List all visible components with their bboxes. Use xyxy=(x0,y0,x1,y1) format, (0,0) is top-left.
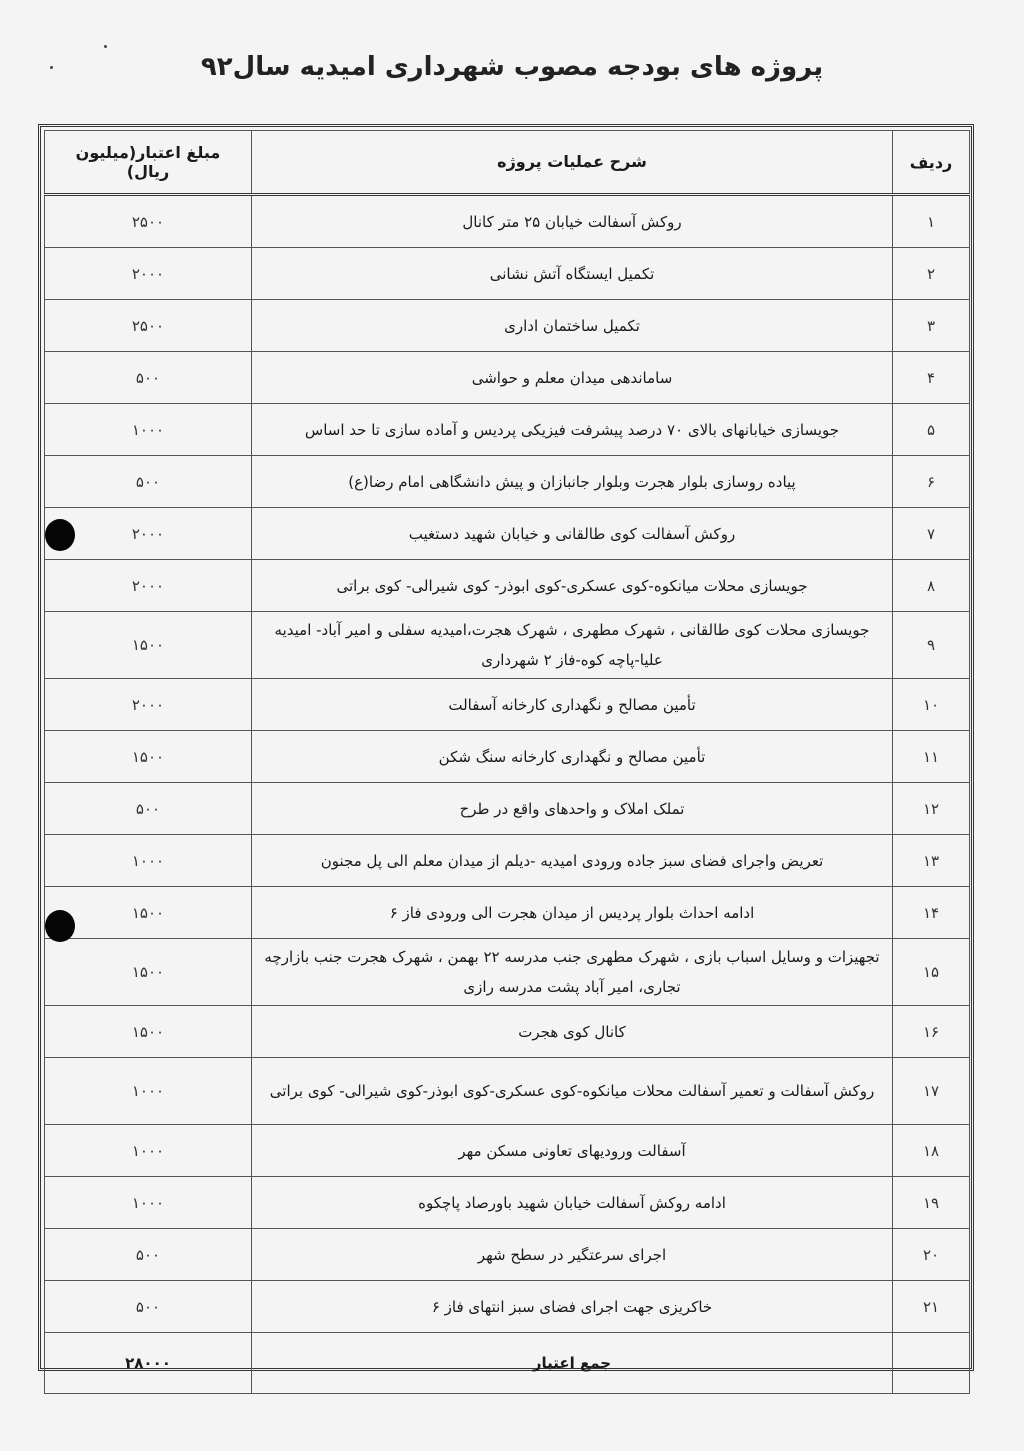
row-number: ۲۰ xyxy=(893,1229,970,1281)
total-row xyxy=(45,1333,970,1394)
row-description: ساماندهی میدان معلم و حواشی xyxy=(252,352,893,404)
row-amount: ۲۰۰۰ xyxy=(45,560,252,612)
row-description: روکش آسفالت خیابان ۲۵ متر کانال xyxy=(252,195,893,248)
table-row xyxy=(45,1281,970,1333)
table-row xyxy=(45,679,970,731)
row-amount: ۵۰۰ xyxy=(45,352,252,404)
total-amount: ۲۸۰۰۰ xyxy=(45,1333,252,1394)
row-number: ۱۰ xyxy=(893,679,970,731)
punch-hole-bottom xyxy=(45,910,75,942)
row-amount: ۲۵۰۰ xyxy=(45,300,252,352)
scan-speck xyxy=(104,45,107,48)
page-title: پروژه های بودجه مصوب شهرداری امیدیه سال۹۲ xyxy=(200,52,824,82)
row-amount: ۱۰۰۰ xyxy=(45,1125,252,1177)
row-amount: ۵۰۰ xyxy=(45,1229,252,1281)
row-amount: ۱۰۰۰ xyxy=(45,1058,252,1125)
row-description: جویسازی محلات میانکوه-کوی عسکری-کوی ابوذر- کوی شیرالی- کوی براتی xyxy=(252,560,893,612)
row-amount: ۱۵۰۰ xyxy=(45,1006,252,1058)
row-amount: ۱۵۰۰ xyxy=(45,731,252,783)
row-amount: ۵۰۰ xyxy=(45,456,252,508)
table-row xyxy=(45,1006,970,1058)
row-number: ۲ xyxy=(893,248,970,300)
row-description: تکمیل ساختمان اداری xyxy=(252,300,893,352)
row-description: روکش آسفالت و تعمیر آسفالت محلات میانکوه-کوی عسکری-کوی ابوذر-کوی شیرالی- کوی براتی xyxy=(252,1058,893,1125)
row-number: ۱۴ xyxy=(893,887,970,939)
row-amount: ۲۰۰۰ xyxy=(45,248,252,300)
row-amount: ۲۰۰۰ xyxy=(45,508,252,560)
row-number: ۱ xyxy=(893,195,970,248)
budget-table xyxy=(44,130,970,1394)
row-description: تعریض واجرای فضای سبز جاده ورودی امیدیه -دیلم از میدان معلم الی پل مجنون xyxy=(252,835,893,887)
row-number: ۲۱ xyxy=(893,1281,970,1333)
table-row xyxy=(45,612,970,679)
row-number: ۹ xyxy=(893,612,970,679)
row-description: اجرای سرعتگیر در سطح شهر xyxy=(252,1229,893,1281)
row-number: ۵ xyxy=(893,404,970,456)
row-amount: ۵۰۰ xyxy=(45,1281,252,1333)
table-row xyxy=(45,1229,970,1281)
row-description: تأمین مصالح و نگهداری کارخانه سنگ شکن xyxy=(252,731,893,783)
table-row xyxy=(45,404,970,456)
row-description: پیاده روسازی بلوار هجرت وبلوار جانبازان و پیش دانشگاهی امام رضا(ع) xyxy=(252,456,893,508)
table-row xyxy=(45,300,970,352)
row-number: ۸ xyxy=(893,560,970,612)
header-description: شرح عملیات پروژه xyxy=(252,131,893,195)
row-description: کانال کوی هجرت xyxy=(252,1006,893,1058)
punch-hole-top xyxy=(45,519,75,551)
table-row xyxy=(45,939,970,1006)
row-amount: ۱۵۰۰ xyxy=(45,939,252,1006)
row-description: تجهیزات و وسایل اسباب بازی ، شهرک مطهری جنب مدرسه ۲۲ بهمن ، شهرک هجرت جنب بازارچه تجاری، امیر آباد پشت مدرسه رازی xyxy=(252,939,893,1006)
table-row xyxy=(45,352,970,404)
row-description: جویسازی خیابانهای بالای ۷۰ درصد پیشرفت فیزیکی پردیس و آماده سازی تا حد اساس xyxy=(252,404,893,456)
total-label: جمع اعتبار xyxy=(252,1333,893,1394)
row-amount: ۱۵۰۰ xyxy=(45,887,252,939)
row-amount: ۱۰۰۰ xyxy=(45,404,252,456)
table-row xyxy=(45,887,970,939)
table-row xyxy=(45,248,970,300)
row-amount: ۱۵۰۰ xyxy=(45,612,252,679)
table-row xyxy=(45,731,970,783)
scan-speck xyxy=(50,66,53,69)
total-empty-cell xyxy=(893,1333,970,1394)
row-amount: ۲۰۰۰ xyxy=(45,679,252,731)
row-number: ۶ xyxy=(893,456,970,508)
table-row xyxy=(45,1058,970,1125)
row-amount: ۵۰۰ xyxy=(45,783,252,835)
row-number: ۱۷ xyxy=(893,1058,970,1125)
table-row xyxy=(45,456,970,508)
row-description: روکش آسفالت کوی طالقانی و خیابان شهید دستغیب xyxy=(252,508,893,560)
row-number: ۱۲ xyxy=(893,783,970,835)
table-row xyxy=(45,195,970,248)
row-description: خاکریزی جهت اجرای فضای سبز انتهای فاز ۶ xyxy=(252,1281,893,1333)
row-number: ۱۱ xyxy=(893,731,970,783)
row-description: تکمیل ایستگاه آتش نشانی xyxy=(252,248,893,300)
header-row xyxy=(45,131,970,195)
row-number: ۱۵ xyxy=(893,939,970,1006)
table-row xyxy=(45,783,970,835)
row-number: ۴ xyxy=(893,352,970,404)
row-number: ۱۸ xyxy=(893,1125,970,1177)
row-amount: ۱۰۰۰ xyxy=(45,835,252,887)
row-amount: ۱۰۰۰ xyxy=(45,1177,252,1229)
table-row xyxy=(45,835,970,887)
row-number: ۳ xyxy=(893,300,970,352)
row-description: ادامه روکش آسفالت خیابان شهید باورصاد پاچکوه xyxy=(252,1177,893,1229)
row-description: جویسازی محلات کوی طالقانی ، شهرک مطهری ، شهرک هجرت،امیدیه سفلی و امیر آباد- امیدیه علیا-پاچه کوه-فاز ۲ شهرداری xyxy=(252,612,893,679)
table-row xyxy=(45,1177,970,1229)
table-row xyxy=(45,560,970,612)
row-description: تملک املاک و واحدهای واقع در طرح xyxy=(252,783,893,835)
row-amount: ۲۵۰۰ xyxy=(45,195,252,248)
row-number: ۱۹ xyxy=(893,1177,970,1229)
row-description: آسفالت ورودیهای تعاونی مسکن مهر xyxy=(252,1125,893,1177)
header-row-num: ردیف xyxy=(893,131,970,195)
table-row xyxy=(45,1125,970,1177)
row-number: ۱۶ xyxy=(893,1006,970,1058)
row-description: ادامه احداث بلوار پردیس از میدان هجرت الی ورودی فاز ۶ xyxy=(252,887,893,939)
table-row xyxy=(45,508,970,560)
table-body xyxy=(45,195,970,1333)
row-number: ۱۳ xyxy=(893,835,970,887)
row-number: ۷ xyxy=(893,508,970,560)
header-amount: مبلغ اعتبار(میلیون ریال) xyxy=(45,131,252,195)
row-description: تأمین مصالح و نگهداری کارخانه آسفالت xyxy=(252,679,893,731)
